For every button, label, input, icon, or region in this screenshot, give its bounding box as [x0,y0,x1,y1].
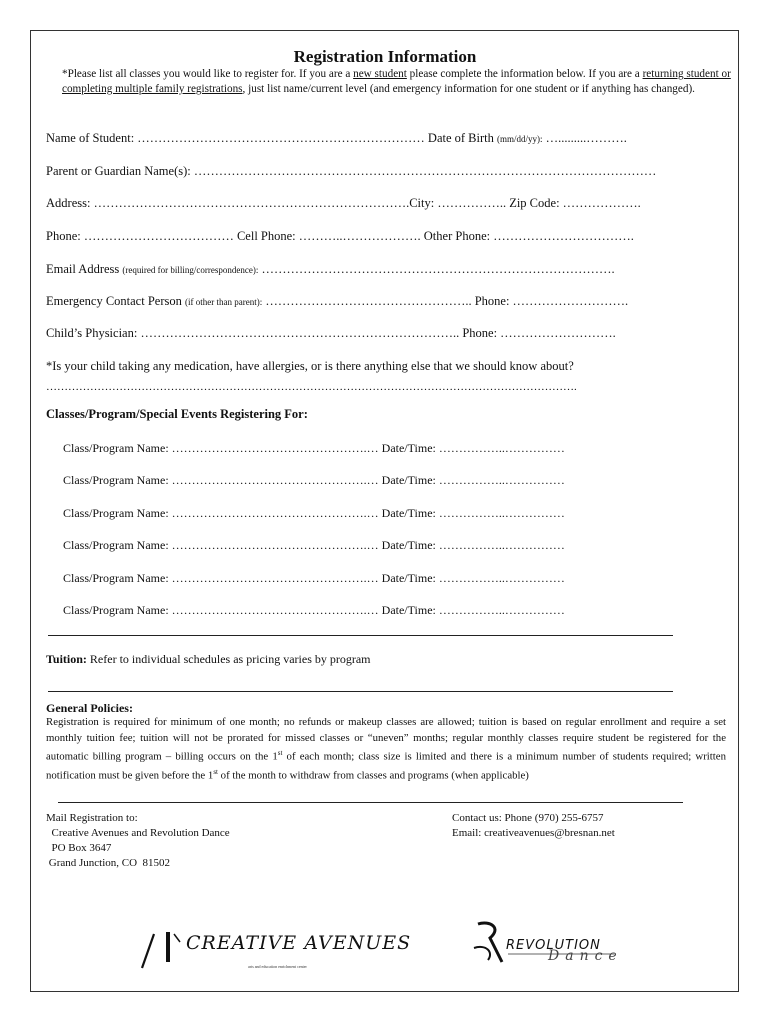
student-name-label: Name of Student: …………………………………………………………… Date of Birth [46,131,494,145]
creative-avenues-tagline: arts and education enrichment center [248,964,307,969]
class-row-3[interactable]: Class/Program Name: ………………………………………….… Date/Time: ……………..…………… [63,506,565,520]
medication-field[interactable]: ………………………………………………………………………………………………………………………………. [46,381,577,393]
class-row-4[interactable]: Class/Program Name: ………………………………………….… Date/Time: ……………..…………… [63,538,565,552]
policies-part: of the month to withdraw from classes and programs (when applicable) [217,769,529,782]
tuition-text: Refer to individual schedules as pricing varies by program [86,652,371,666]
address-field[interactable]: Address: ………………………………………………………………….City: …………….. Zip Code: ………………. [46,196,641,210]
dob-hint: (mm/dd/yy): [497,134,543,144]
intro-returning: returning student or completing multiple family registrations [62,68,731,95]
mailing-address [46,811,230,871]
emergency-label: Emergency Contact Person [46,294,182,308]
contact-info [452,811,615,841]
dob-dots: ….........………. [542,131,627,145]
divider [48,691,673,692]
email-field[interactable] [46,262,615,277]
emergency-contact-field[interactable] [46,294,628,309]
creative-avenues-wordmark: CREATIVE AVENUES [186,932,412,954]
emergency-dots: ………………………………………….. Phone: ………………………. [262,294,629,308]
mail-po-box: PO Box 3647 [46,842,112,854]
class-row-5[interactable]: Class/Program Name: ………………………………………….… Date/Time: ……………..…………… [63,571,565,585]
email-label: Email Address [46,262,120,276]
medication-question: *Is your child taking any medication, have allergies, or is there anything else that we should know about? [46,359,574,373]
policies-part: of each month; class size is limited and there is a minimum number of students required; written notification must be given before the 1 [46,750,727,782]
parent-name-field[interactable]: Parent or Guardian Name(s): ………………………………………………………………………………………………… [46,164,657,178]
intro-new-student: new student [353,68,407,80]
class-row-2[interactable]: Class/Program Name: ………………………………………….… Date/Time: ……………..…………… [63,473,565,487]
mail-label: Mail Registration to: [46,812,138,824]
policies-sup: st [213,768,218,777]
physician-field[interactable]: Child’s Physician: ………………………………………………………………….. Phone: ………………………. [46,326,616,340]
revolution-sub-wordmark: Dance [548,948,623,964]
tuition-note [46,652,371,667]
class-row-6[interactable]: Class/Program Name: ………………………………………….… Date/Time: ……………..…………… [63,603,565,617]
policies-sup: st [277,749,283,758]
intro-part: , just list name/current level (and emergency information for one student or if anything has changed). [242,83,695,95]
intro-part: *Please list all classes you would like to register for. If you are a [62,68,354,80]
email-dots: …………………………………………………………………………. [258,262,615,276]
policies-part: Registration is required for minimum of one month; no refunds or makeup classes are allowed; tuition is based on regular enrollment and require a set monthly tuition fee; tuition will not be prorated for missed classes or “uneven” months; regular monthly classes require student be registered for the automatic billing program – billing occurs on the 1 [46,716,726,763]
divider [48,635,673,636]
divider [58,802,683,803]
phone-field[interactable]: Phone: ……………………………… Cell Phone: ………..………………. Other Phone: ……………………………. [46,229,634,243]
intro-text [62,67,732,97]
emergency-hint: (if other than parent): [184,297,263,307]
classes-heading: Classes/Program/Special Events Registering For: [46,407,308,421]
contact-email[interactable]: Email: creativeavenues@bresnan.net [452,827,615,839]
contact-phone: Contact us: Phone (970) 255-6757 [452,812,604,824]
intro-part: please complete the information below. If you are a [406,68,643,80]
revolution-wordmark: REVOLUTION [506,938,601,953]
tuition-label: Tuition: [46,652,87,666]
policies-heading: General Policies: [46,701,133,715]
policies-text [46,715,726,785]
mail-org: Creative Avenues and Revolution Dance [46,827,230,839]
mail-city: Grand Junction, CO 81502 [46,857,171,869]
email-hint: (required for billing/correspondence): [122,265,259,275]
student-name-field[interactable] [46,131,627,146]
class-row-1[interactable]: Class/Program Name: ………………………………………….… Date/Time: ……………..…………… [63,441,565,455]
page-title: Registration Information [293,47,477,66]
